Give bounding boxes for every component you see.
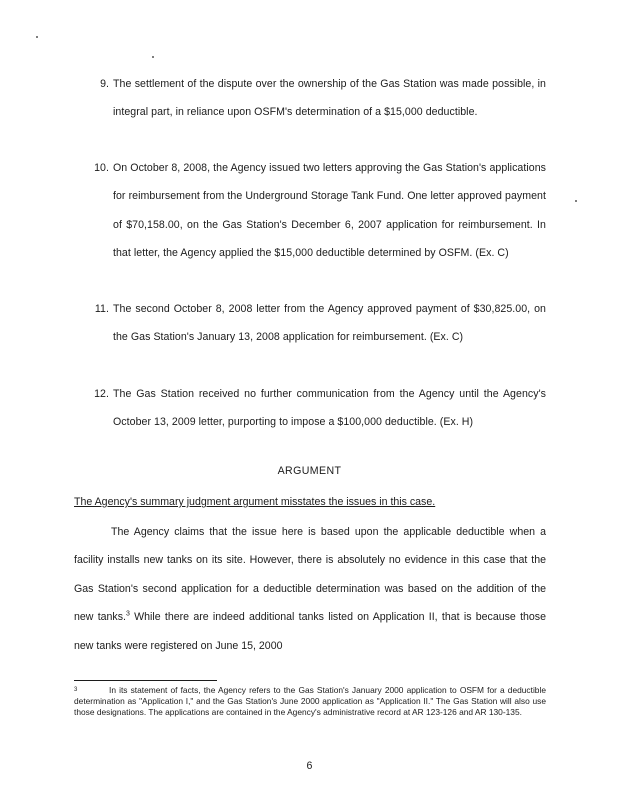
footnote <box>74 685 546 718</box>
argument-body-text: The Agency claims that the issue here is based upon the applicable deductible when a facility installs new tanks on its site. However, there is absolutely no evidence in this case that the Gas Station's second application for a deductible determination was based on the addition of the new tanks. <box>74 526 546 624</box>
paragraph-11 <box>94 295 546 352</box>
footnote-reference: 3 <box>125 610 130 618</box>
footnote-text: In its statement of facts, the Agency refers to the Gas Station's January 2000 application to OSFM for a deductible determination as "Application I," and the Gas Station's June 2000 application as "Application II." The Gas Station will also use those designations. The applications are contained in the Agency's administrative record at AR 123-126 and AR 130-135. <box>74 685 546 717</box>
paragraph-10 <box>94 154 546 267</box>
scan-speck <box>575 200 577 202</box>
argument-body-text-continued: While there are indeed additional tanks listed on Application II, that is because those new tanks were registered on June 15, 2000 <box>74 611 546 652</box>
argument-body <box>74 518 546 660</box>
footnote-marker: 3 <box>74 687 78 693</box>
footnote-divider <box>74 680 217 681</box>
scan-speck <box>36 36 38 38</box>
paragraph-text: The Gas Station received no further communication from the Agency until the Agency's October 13, 2009 letter, purporting to impose a $100,000 deductible. (Ex. H) <box>113 388 546 429</box>
paragraph-text: The settlement of the dispute over the ownership of the Gas Station was made possible, in integral part, in reliance upon OSFM's determination of a $15,000 deductible. <box>113 78 546 119</box>
paragraph-9 <box>100 70 546 127</box>
scan-speck <box>152 56 154 58</box>
paragraph-number: 10. <box>94 162 109 174</box>
argument-subheading: The Agency's summary judgment argument misstates the issues in this case. <box>74 496 436 508</box>
argument-heading: ARGUMENT <box>277 465 342 477</box>
paragraph-text: The second October 8, 2008 letter from the Agency approved payment of $30,825.00, on the Gas Station's January 13, 2008 application for reimbursement. (Ex. C) <box>113 303 546 344</box>
paragraph-number: 11. <box>94 303 109 315</box>
paragraph-text: On October 8, 2008, the Agency issued two letters approving the Gas Station's applications for reimbursement from the Underground Storage Tank Fund. One letter approved payment of $70,158.00, on the Gas Station's December 6, 2007 application for reimbursement. In that letter, the Agency applied the $15,000 deductible determined by OSFM. (Ex. C) <box>113 162 546 259</box>
page-number: 6 <box>306 760 313 772</box>
paragraph-12 <box>94 380 546 437</box>
paragraph-number: 12. <box>94 388 109 400</box>
paragraph-number: 9. <box>100 78 109 90</box>
